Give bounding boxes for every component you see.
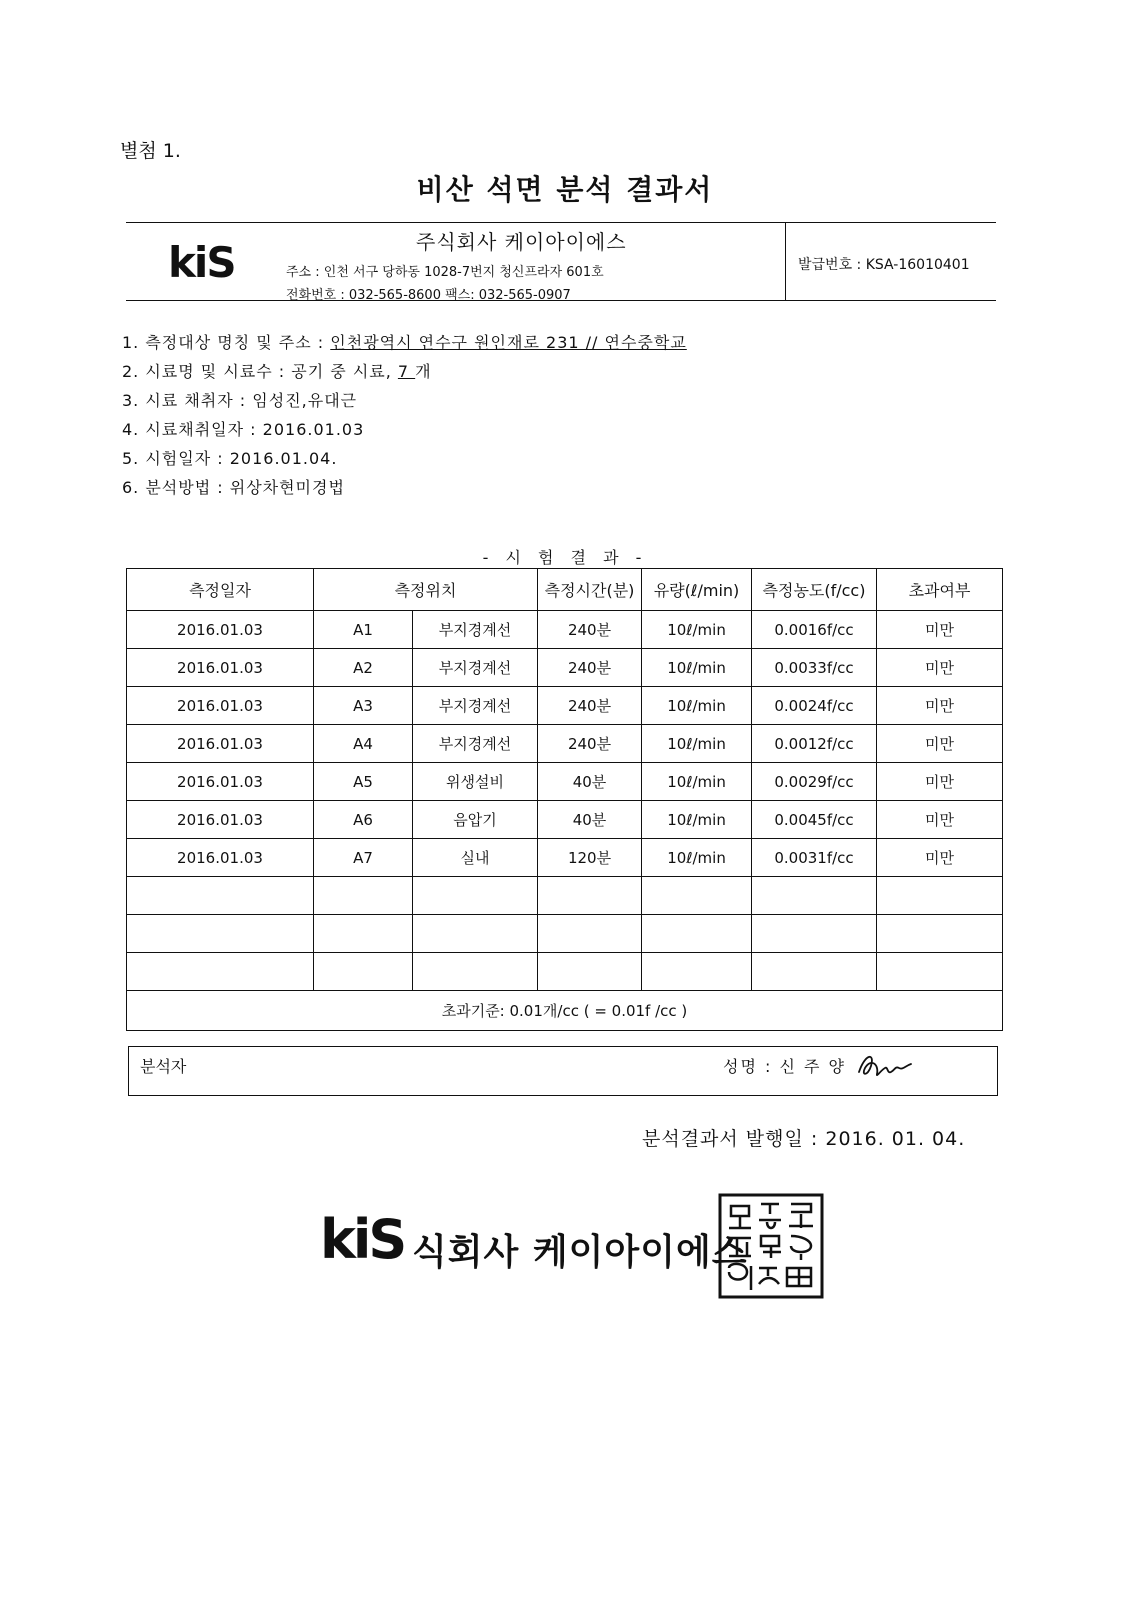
attachment-label: 별첨 1. <box>120 140 181 162</box>
info-item-5: 5. 시험일자 : 2016.01.04. <box>122 449 338 468</box>
signature-icon <box>855 1046 915 1084</box>
table-row <box>127 763 1003 801</box>
issue-date: 분석결과서 발행일 : 2016. 01. 04. <box>642 1128 966 1150</box>
footer-company-name: 식회사 케이아이에스 <box>412 1232 748 1273</box>
document-title: 비산 석면 분석 결과서 <box>416 173 714 206</box>
results-heading: - 시 험 결 과 - <box>482 548 648 567</box>
cell-flow: 10ℓ/min <box>642 839 752 877</box>
info-item-2-count: 7 <box>397 362 416 381</box>
table-row <box>127 611 1003 649</box>
cell-point: A1 <box>314 611 413 649</box>
cell-exceed: 미만 <box>877 649 1003 687</box>
cell-point: A7 <box>314 839 413 877</box>
kis-logo: kiS <box>168 238 235 287</box>
empty-row <box>127 953 1003 991</box>
cell-flow: 10ℓ/min <box>642 725 752 763</box>
cell-point: A2 <box>314 649 413 687</box>
cell-concentration: 0.0031f/cc <box>752 839 877 877</box>
cell-location: 부지경계선 <box>413 725 538 763</box>
cell-flow: 10ℓ/min <box>642 649 752 687</box>
cell-flow: 10ℓ/min <box>642 763 752 801</box>
header-date: 측정일자 <box>127 569 314 611</box>
cell-duration: 240분 <box>538 725 642 763</box>
cell-exceed: 미만 <box>877 611 1003 649</box>
cell-duration: 40분 <box>538 763 642 801</box>
cell-flow: 10ℓ/min <box>642 801 752 839</box>
info-item-1-label: 1. 측정대상 명칭 및 주소 : <box>122 333 331 352</box>
cell-concentration: 0.0029f/cc <box>752 763 877 801</box>
table-row <box>127 801 1003 839</box>
cell-date: 2016.01.03 <box>127 687 314 725</box>
cell-location: 부지경계선 <box>413 611 538 649</box>
exceed-standard: 초과기준: 0.01개/cc ( = 0.01f /cc ) <box>127 991 1003 1031</box>
header-concentration: 측정농도(f/cc) <box>752 569 877 611</box>
company-name: 주식회사 케이아이에스 <box>416 230 627 254</box>
header-location: 측정위치 <box>314 569 538 611</box>
header-divider <box>785 222 786 300</box>
header-duration: 측정시간(분) <box>538 569 642 611</box>
info-item-6: 6. 분석방법 : 위상차현미경법 <box>122 478 345 497</box>
cell-point: A5 <box>314 763 413 801</box>
table-row <box>127 839 1003 877</box>
cell-duration: 120분 <box>538 839 642 877</box>
cell-exceed: 미만 <box>877 725 1003 763</box>
cell-exceed: 미만 <box>877 801 1003 839</box>
cell-concentration: 0.0045f/cc <box>752 801 877 839</box>
info-item-2 <box>122 359 432 382</box>
cell-date: 2016.01.03 <box>127 611 314 649</box>
empty-row <box>127 877 1003 915</box>
cell-exceed: 미만 <box>877 839 1003 877</box>
cell-concentration: 0.0033f/cc <box>752 649 877 687</box>
cell-date: 2016.01.03 <box>127 725 314 763</box>
cell-concentration: 0.0016f/cc <box>752 611 877 649</box>
cell-location: 부지경계선 <box>413 649 538 687</box>
empty-row <box>127 915 1003 953</box>
analyst-label: 분석자 <box>140 1057 187 1076</box>
cell-exceed: 미만 <box>877 687 1003 725</box>
header-flow: 유량(ℓ/min) <box>642 569 752 611</box>
company-address: 주소 : 인천 서구 당하동 1028-7번지 청신프라자 601호 <box>286 265 604 280</box>
standard-row <box>127 991 1003 1031</box>
info-item-3: 3. 시료 채취자 : 임성진,유대근 <box>122 391 358 410</box>
cell-duration: 240분 <box>538 687 642 725</box>
company-seal-icon <box>717 1192 825 1300</box>
table-row <box>127 649 1003 687</box>
analyst-name: 성명 : 신 주 양 <box>723 1057 847 1076</box>
cell-location: 음압기 <box>413 801 538 839</box>
cell-duration: 240분 <box>538 649 642 687</box>
issue-number: 발급번호 : KSA-16010401 <box>798 257 970 273</box>
cell-date: 2016.01.03 <box>127 649 314 687</box>
cell-location: 실내 <box>413 839 538 877</box>
company-phone: 전화번호 : 032-565-8600 팩스: 032-565-0907 <box>286 288 571 303</box>
cell-point: A3 <box>314 687 413 725</box>
cell-date: 2016.01.03 <box>127 763 314 801</box>
results-table <box>126 568 1003 1031</box>
cell-duration: 240분 <box>538 611 642 649</box>
cell-exceed: 미만 <box>877 763 1003 801</box>
cell-flow: 10ℓ/min <box>642 611 752 649</box>
cell-date: 2016.01.03 <box>127 839 314 877</box>
info-item-2-unit: 개 <box>415 362 432 381</box>
header-top-rule <box>126 222 996 223</box>
info-item-1-value: 인천광역시 연수구 원인재로 231 // 연수중학교 <box>330 333 687 352</box>
cell-point: A6 <box>314 801 413 839</box>
table-header-row <box>127 569 1003 611</box>
footer-kis-logo: kiS <box>320 1208 405 1271</box>
info-item-2-label: 2. 시료명 및 시료수 : 공기 중 시료, <box>122 362 398 381</box>
cell-location: 부지경계선 <box>413 687 538 725</box>
cell-flow: 10ℓ/min <box>642 687 752 725</box>
header-exceed: 초과여부 <box>877 569 1003 611</box>
cell-duration: 40분 <box>538 801 642 839</box>
cell-concentration: 0.0012f/cc <box>752 725 877 763</box>
info-item-1 <box>122 330 687 353</box>
cell-location: 위생설비 <box>413 763 538 801</box>
cell-point: A4 <box>314 725 413 763</box>
cell-date: 2016.01.03 <box>127 801 314 839</box>
cell-concentration: 0.0024f/cc <box>752 687 877 725</box>
info-item-4: 4. 시료채취일자 : 2016.01.03 <box>122 420 365 439</box>
table-row <box>127 687 1003 725</box>
table-row <box>127 725 1003 763</box>
